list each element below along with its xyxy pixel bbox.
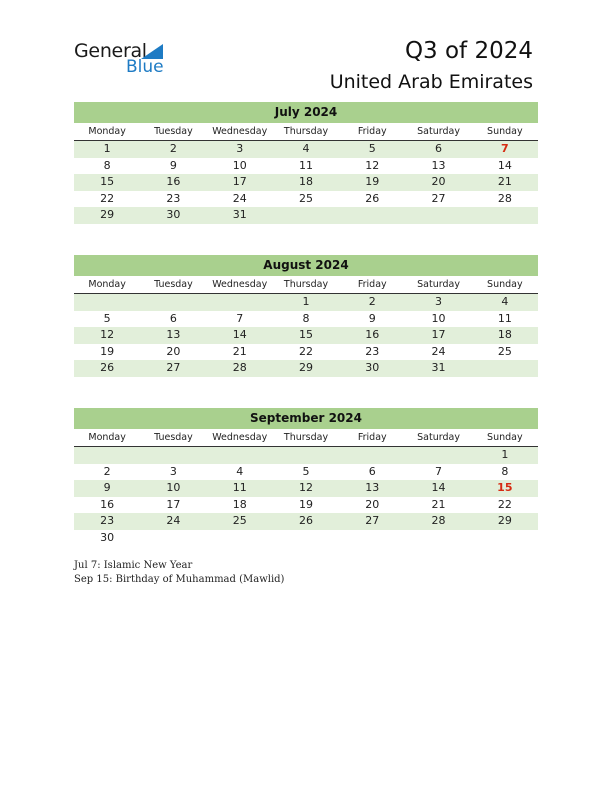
day-cell: 7: [236, 311, 244, 325]
week-row: [74, 294, 538, 311]
day-cell: 2: [103, 464, 111, 478]
empty-day-cell: [273, 207, 339, 224]
week-row: [74, 191, 538, 208]
day-cell: 26: [365, 191, 380, 205]
generalblue-logo: [74, 40, 174, 80]
empty-day-cell: [207, 294, 273, 311]
day-cell: 27: [431, 191, 446, 205]
day-cell: 31: [431, 361, 446, 374]
empty-day-cell: [140, 294, 206, 311]
weekday-label: Monday: [88, 279, 126, 290]
day-cell: 19: [365, 175, 380, 188]
day-cell: 28: [497, 191, 512, 205]
day-cell: 14: [431, 481, 446, 494]
day-cell: 30: [166, 208, 181, 221]
week-row: [74, 480, 538, 497]
weekday-label: Tuesday: [154, 126, 193, 137]
empty-day-cell: [140, 530, 206, 547]
day-cell: 3: [236, 142, 244, 155]
day-cell: 4: [302, 142, 310, 155]
weekday-label: Saturday: [417, 432, 460, 443]
empty-day-cell: [207, 447, 273, 464]
day-cell: 4: [501, 295, 509, 308]
day-cell: 11: [497, 311, 512, 325]
day-cell: 8: [501, 464, 509, 478]
weekday-label: Sunday: [487, 126, 523, 137]
day-cell: 8: [302, 311, 310, 325]
day-cell: 17: [431, 328, 446, 341]
day-cell: 9: [103, 481, 111, 494]
day-cell: 28: [232, 361, 247, 374]
weekday-label: Saturday: [417, 126, 460, 137]
empty-day-cell: [74, 447, 140, 464]
day-cell: 25: [232, 514, 247, 527]
empty-day-cell: [339, 447, 405, 464]
weekday-label: Friday: [357, 126, 387, 137]
day-cell: 30: [365, 361, 380, 374]
week-row: [74, 360, 538, 377]
day-cell: 6: [435, 142, 443, 155]
weekday-label: Friday: [357, 432, 387, 443]
weekday-label: Tuesday: [154, 432, 193, 443]
empty-day-cell: [207, 530, 273, 547]
day-cell: 13: [431, 158, 446, 172]
day-cell: 7: [501, 142, 509, 155]
weekday-label: Tuesday: [154, 279, 193, 290]
day-cell: 15: [100, 175, 115, 188]
week-row: [74, 327, 538, 344]
day-cell: 17: [232, 175, 247, 188]
weekday-label: Wednesday: [212, 279, 268, 290]
day-cell: 13: [166, 328, 181, 341]
week-row: [74, 530, 538, 547]
day-cell: 29: [100, 208, 115, 221]
day-cell: 13: [365, 481, 380, 494]
day-cell: 2: [368, 295, 376, 308]
page-title: Q3 of 2024: [404, 38, 533, 64]
day-cell: 16: [365, 328, 380, 341]
empty-day-cell: [472, 207, 538, 224]
day-cell: 18: [497, 328, 512, 341]
empty-day-cell: [472, 530, 538, 547]
day-cell: 10: [431, 311, 446, 325]
week-row: [74, 141, 538, 158]
day-cell: 6: [368, 464, 376, 478]
day-cell: 14: [232, 328, 247, 341]
weekday-label: Thursday: [283, 126, 329, 137]
day-cell: 3: [435, 295, 443, 308]
day-cell: 3: [169, 464, 177, 478]
week-row: [74, 464, 538, 481]
holiday-notes: [74, 559, 284, 586]
empty-day-cell: [140, 447, 206, 464]
day-cell: 5: [103, 311, 111, 325]
empty-day-cell: [405, 207, 471, 224]
week-row: [74, 158, 538, 175]
month-header: July 2024: [74, 102, 538, 123]
logo-blue-text: Blue: [126, 57, 164, 77]
day-cell: 10: [166, 481, 181, 494]
weekday-header-row: [74, 123, 538, 141]
empty-day-cell: [273, 530, 339, 547]
empty-day-cell: [273, 447, 339, 464]
weekday-label: Wednesday: [212, 432, 268, 443]
logo-general-text: General: [74, 40, 147, 62]
empty-day-cell: [339, 530, 405, 547]
weekday-label: Friday: [357, 279, 387, 290]
day-cell: 1: [302, 295, 310, 308]
day-cell: 2: [169, 142, 177, 155]
day-cell: 21: [431, 497, 446, 511]
day-cell: 23: [166, 191, 181, 205]
day-cell: 1: [103, 142, 111, 155]
day-cell: 9: [368, 311, 376, 325]
day-cell: 20: [166, 344, 181, 358]
day-cell: 15: [298, 328, 313, 341]
day-cell: 25: [497, 344, 512, 358]
week-row: [74, 207, 538, 224]
weekday-label: Sunday: [487, 432, 523, 443]
day-cell: 26: [100, 361, 115, 374]
day-cell: 19: [100, 344, 115, 358]
day-cell: 7: [435, 464, 443, 478]
day-cell: 26: [298, 514, 313, 527]
day-cell: 17: [166, 497, 181, 511]
day-cell: 22: [100, 191, 115, 205]
month-header: September 2024: [74, 408, 538, 429]
month-header: August 2024: [74, 255, 538, 276]
day-cell: 12: [298, 481, 313, 494]
day-cell: 16: [166, 175, 181, 188]
weekday-label: Sunday: [487, 279, 523, 290]
day-cell: 10: [232, 158, 247, 172]
day-cell: 1: [501, 448, 509, 461]
day-cell: 30: [100, 530, 115, 544]
holiday-note: Sep 15: Birthday of Muhammad (Mawlid): [74, 573, 285, 585]
day-cell: 9: [169, 158, 177, 172]
day-cell: 22: [497, 497, 512, 511]
month-block: [74, 408, 538, 546]
day-cell: 12: [100, 328, 115, 341]
day-cell: 21: [232, 344, 247, 358]
day-cell: 5: [302, 464, 310, 478]
day-cell: 25: [298, 191, 313, 205]
day-cell: 14: [497, 158, 512, 172]
holiday-note: Jul 7: Islamic New Year: [74, 560, 193, 571]
day-cell: 23: [100, 514, 115, 527]
weekday-label: Thursday: [283, 432, 329, 443]
month-block: [74, 255, 538, 377]
week-row: [74, 447, 538, 464]
day-cell: 20: [365, 497, 380, 511]
day-cell: 18: [232, 497, 247, 511]
weekday-label: Monday: [88, 432, 126, 443]
day-cell: 6: [169, 311, 177, 325]
week-row: [74, 513, 538, 530]
day-cell: 24: [232, 191, 247, 205]
day-cell: 12: [365, 158, 380, 172]
day-cell: 29: [298, 361, 313, 374]
day-cell: 16: [100, 497, 115, 511]
month-block: [74, 102, 538, 224]
day-cell: 15: [497, 481, 513, 494]
empty-day-cell: [472, 360, 538, 377]
day-cell: 5: [368, 142, 376, 155]
day-cell: 24: [431, 344, 446, 358]
weekday-header-row: [74, 429, 538, 447]
day-cell: 19: [298, 497, 313, 511]
day-cell: 31: [232, 208, 247, 221]
empty-day-cell: [405, 530, 471, 547]
day-cell: 18: [298, 175, 313, 188]
week-row: [74, 497, 538, 514]
weekday-label: Monday: [88, 126, 126, 137]
day-cell: 4: [236, 464, 244, 478]
week-row: [74, 344, 538, 361]
weekday-label: Wednesday: [212, 126, 268, 137]
country-name: United Arab Emirates: [329, 71, 533, 93]
day-cell: 22: [298, 344, 313, 358]
day-cell: 27: [166, 361, 181, 374]
day-cell: 21: [497, 175, 512, 188]
day-cell: 8: [103, 158, 111, 172]
day-cell: 20: [431, 175, 446, 188]
day-cell: 11: [232, 481, 247, 494]
weekday-label: Thursday: [283, 279, 329, 290]
day-cell: 28: [431, 514, 446, 527]
empty-day-cell: [74, 294, 140, 311]
week-row: [74, 311, 538, 328]
empty-day-cell: [339, 207, 405, 224]
day-cell: 27: [365, 514, 380, 527]
weekday-header-row: [74, 276, 538, 294]
week-row: [74, 174, 538, 191]
empty-day-cell: [405, 447, 471, 464]
day-cell: 29: [497, 514, 512, 527]
day-cell: 11: [298, 158, 313, 172]
day-cell: 24: [166, 514, 181, 527]
day-cell: 23: [365, 344, 380, 358]
weekday-label: Saturday: [417, 279, 460, 290]
